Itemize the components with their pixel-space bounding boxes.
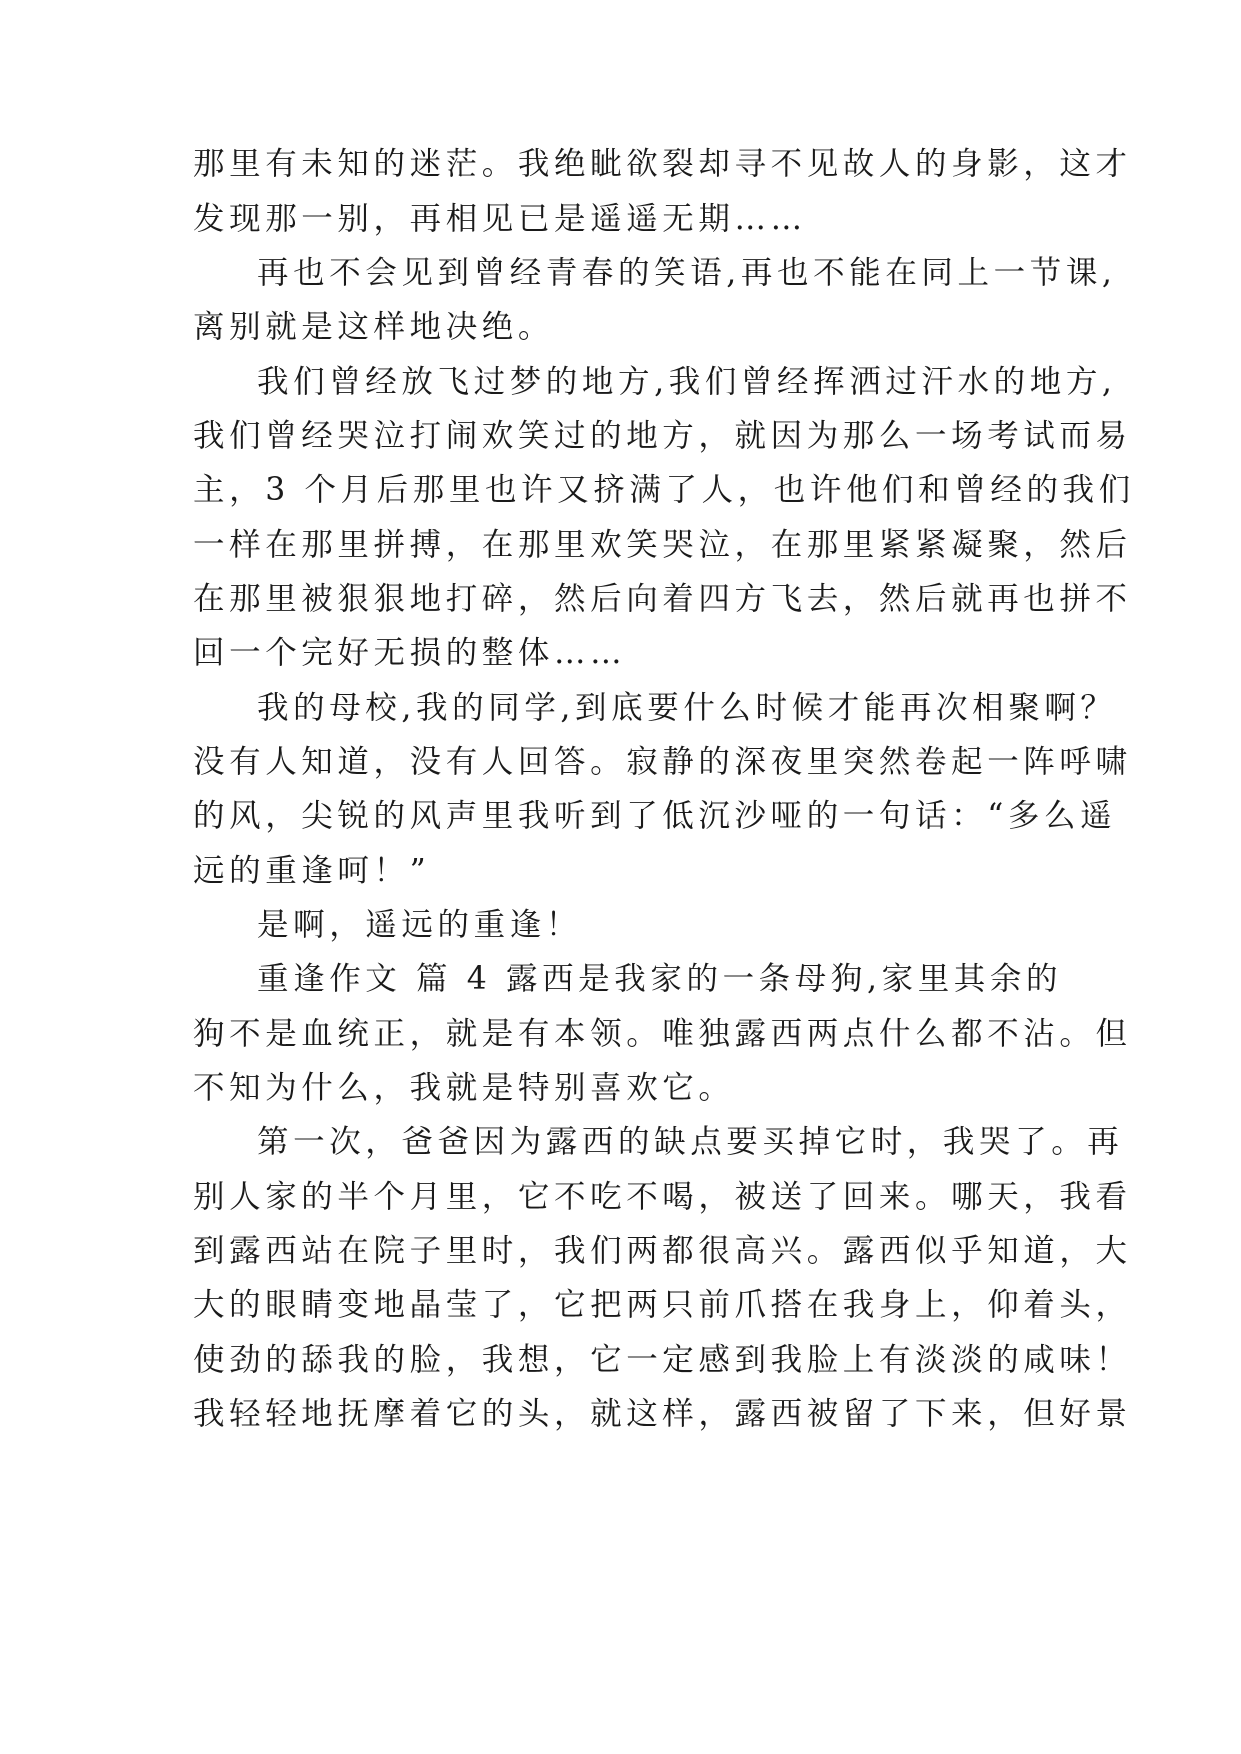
text-line: 没有人知道，没有人回答。寂静的深夜里突然卷起一阵呼啸 bbox=[193, 744, 1132, 780]
text-line: 主，3 个月后那里也许又挤满了人，也许他们和曾经的我们 bbox=[193, 472, 1135, 508]
text-line: 发现那一别，再相见已是遥遥无期…… bbox=[193, 201, 807, 237]
text-line: 第一次，爸爸因为露西的缺点要买掉它时，我哭了。再 bbox=[257, 1124, 1124, 1160]
text-line: 那里有未知的迷茫。我绝眦欲裂却寻不见故人的身影，这才 bbox=[193, 146, 1132, 182]
section-heading-line: 重逢作文 篇 4 露西是我家的一条母狗,家里其余的 bbox=[257, 961, 1063, 997]
text-line: 到露西站在院子里时，我们两都很高兴。露西似乎知道，大 bbox=[193, 1233, 1132, 1269]
text-line: 我们曾经放飞过梦的地方,我们曾经挥洒过汗水的地方, bbox=[257, 364, 1117, 400]
text-line: 大的眼睛变地晶莹了，它把两只前爪搭在我身上，仰着头， bbox=[193, 1287, 1132, 1323]
text-line: 远的重逢呵！” bbox=[193, 853, 431, 889]
text-line: 是啊，遥远的重逢！ bbox=[257, 907, 582, 943]
text-line: 我轻轻地抚摩着它的头，就这样，露西被留了下来，但好景 bbox=[193, 1396, 1132, 1432]
text-line: 离别就是这样地决绝。 bbox=[193, 309, 555, 345]
text-line: 一样在那里拼搏，在那里欢笑哭泣，在那里紧紧凝聚，然后 bbox=[193, 527, 1132, 563]
text-line: 使劲的舔我的脸，我想，它一定感到我脸上有淡淡的咸味！ bbox=[193, 1342, 1132, 1378]
text-line: 不知为什么，我就是特别喜欢它。 bbox=[193, 1070, 735, 1106]
text-line: 狗不是血统正，就是有本领。唯独露西两点什么都不沾。但 bbox=[193, 1016, 1132, 1052]
text-line: 的风，尖锐的风声里我听到了低沉沙哑的一句话：“多么遥 bbox=[193, 798, 1117, 834]
text-line: 在那里被狠狠地打碎，然后向着四方飞去，然后就再也拼不 bbox=[193, 581, 1132, 617]
text-line: 我的母校,我的同学,到底要什么时候才能再次相聚啊？ bbox=[257, 690, 1117, 726]
text-line: 我们曾经哭泣打闹欢笑过的地方，就因为那么一场考试而易 bbox=[193, 418, 1132, 454]
text-line: 再也不会见到曾经青春的笑语,再也不能在同上一节课, bbox=[257, 255, 1117, 291]
text-line: 别人家的半个月里，它不吃不喝，被送了回来。哪天，我看 bbox=[193, 1179, 1132, 1215]
text-line: 回一个完好无损的整体…… bbox=[193, 635, 627, 671]
